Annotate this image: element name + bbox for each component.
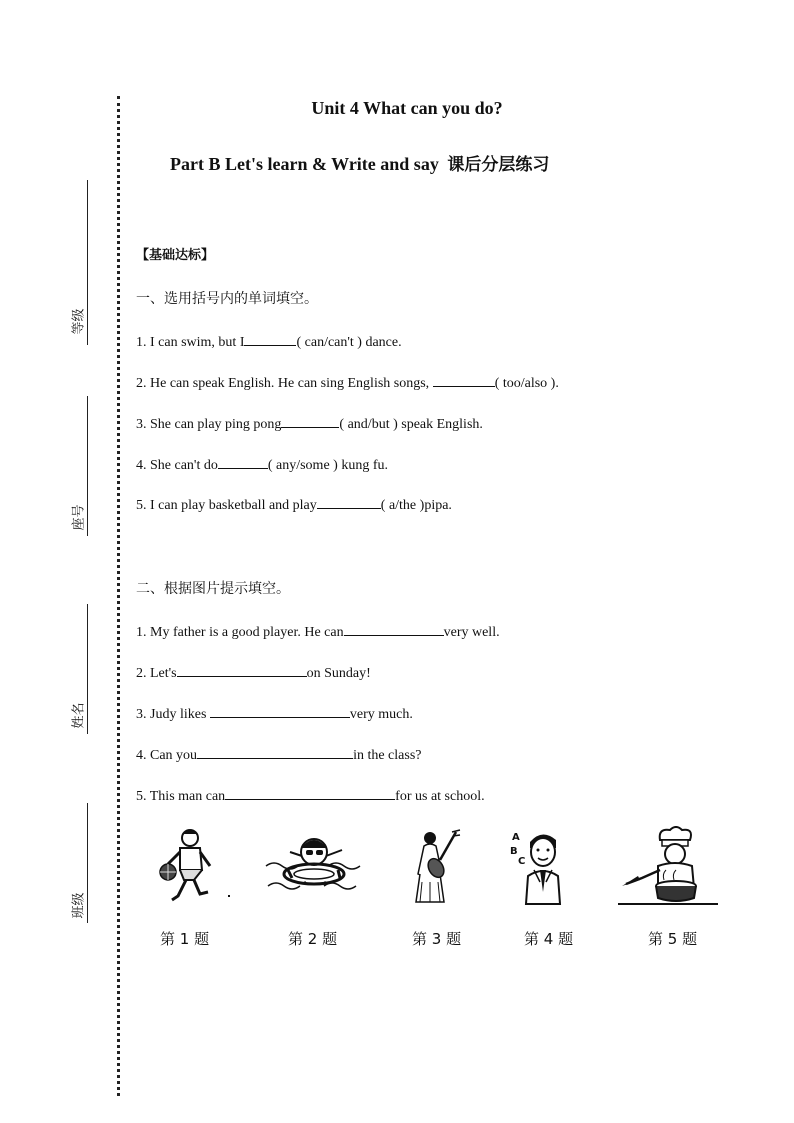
- answer-blank[interactable]: [433, 374, 495, 387]
- answer-blank[interactable]: [317, 496, 381, 509]
- subtitle-en: Part B Let's learn & Write and say: [170, 154, 439, 174]
- answer-blank[interactable]: [197, 746, 353, 759]
- question-text: 1. I can swim, but I: [136, 335, 245, 350]
- side-label-grade: 等级: [71, 308, 87, 335]
- question-text: 5. This man can: [136, 789, 226, 804]
- swimmer-icon: [262, 826, 362, 908]
- section-label: 【基础达标】: [136, 248, 215, 263]
- part2-question-1: [136, 623, 500, 641]
- answer-blank[interactable]: [225, 787, 395, 800]
- answer-blank[interactable]: [210, 705, 350, 718]
- question-text: on Sunday!: [306, 666, 371, 681]
- svg-text:B: B: [510, 846, 518, 857]
- part2-question-3: [136, 705, 413, 723]
- answer-blank[interactable]: [344, 623, 444, 636]
- name-line: [87, 604, 88, 734]
- question-text: 4. Can you: [136, 748, 198, 763]
- question-text: ( a/the )pipa.: [380, 498, 452, 513]
- question-text: in the class?: [353, 748, 422, 763]
- answer-blank[interactable]: [218, 456, 268, 469]
- picture-caption-3: 第 3 题: [412, 930, 462, 948]
- pipa-player-icon: [408, 826, 464, 908]
- question-text: 3. Judy likes: [136, 707, 210, 722]
- svg-text:A: A: [512, 832, 520, 843]
- question-text: for us at school.: [395, 789, 485, 804]
- part1-question-5: [136, 496, 452, 514]
- question-text: 2. Let's: [136, 666, 177, 681]
- page-subtitle: [170, 150, 549, 175]
- part1-question-1: [136, 333, 402, 351]
- part2-heading: 二、根据图片提示填空。: [136, 581, 290, 597]
- subtitle-cn: 课后分层练习: [447, 155, 550, 175]
- part1-question-3: [136, 415, 483, 433]
- question-text: 1. My father is a good player. He can: [136, 625, 344, 640]
- part1-heading: 一、选用括号内的单词填空。: [136, 291, 318, 307]
- question-text: 5. I can play basketball and play: [136, 498, 317, 513]
- part1-question-4: [136, 456, 388, 474]
- question-text: ( can/can't ) dance.: [296, 335, 402, 350]
- question-text: 3. She can play ping pong: [136, 417, 282, 432]
- part1-question-2: [136, 374, 559, 392]
- picture-caption-2: 第 2 题: [288, 930, 338, 948]
- picture-caption-4: 第 4 题: [524, 930, 574, 948]
- abc-teacher-icon: [508, 826, 568, 908]
- side-label-seat: 座号: [71, 504, 87, 531]
- part2-question-4: [136, 746, 421, 764]
- binding-dotted-line: [117, 96, 120, 1096]
- picture-caption-5: 第 5 题: [648, 930, 698, 948]
- class-line: [87, 803, 88, 923]
- side-label-class: 班级: [71, 892, 87, 919]
- seat-line: [87, 396, 88, 536]
- part2-question-5: [136, 787, 485, 805]
- answer-blank[interactable]: [244, 333, 296, 346]
- chef-cooking-icon: [618, 826, 718, 908]
- question-text: ( and/but ) speak English.: [339, 417, 483, 432]
- grade-line: [87, 180, 88, 345]
- picture-caption-1: 第 1 题: [160, 930, 210, 948]
- part2-question-2: [136, 664, 371, 682]
- question-text: 4. She can't do: [136, 458, 218, 473]
- question-text: 2. He can speak English. He can sing English songs,: [136, 376, 433, 391]
- page-title: Unit 4 What can you do?: [311, 98, 503, 118]
- svg-text:C: C: [518, 856, 526, 867]
- answer-blank[interactable]: [177, 664, 307, 677]
- question-text: ( too/also ).: [494, 376, 559, 391]
- side-label-name: 姓名: [71, 702, 87, 729]
- question-text: very well.: [443, 625, 500, 640]
- question-text: ( any/some ) kung fu.: [267, 458, 388, 473]
- question-text: very much.: [349, 707, 413, 722]
- basketball-player-icon: [150, 826, 232, 908]
- answer-blank[interactable]: [281, 415, 339, 428]
